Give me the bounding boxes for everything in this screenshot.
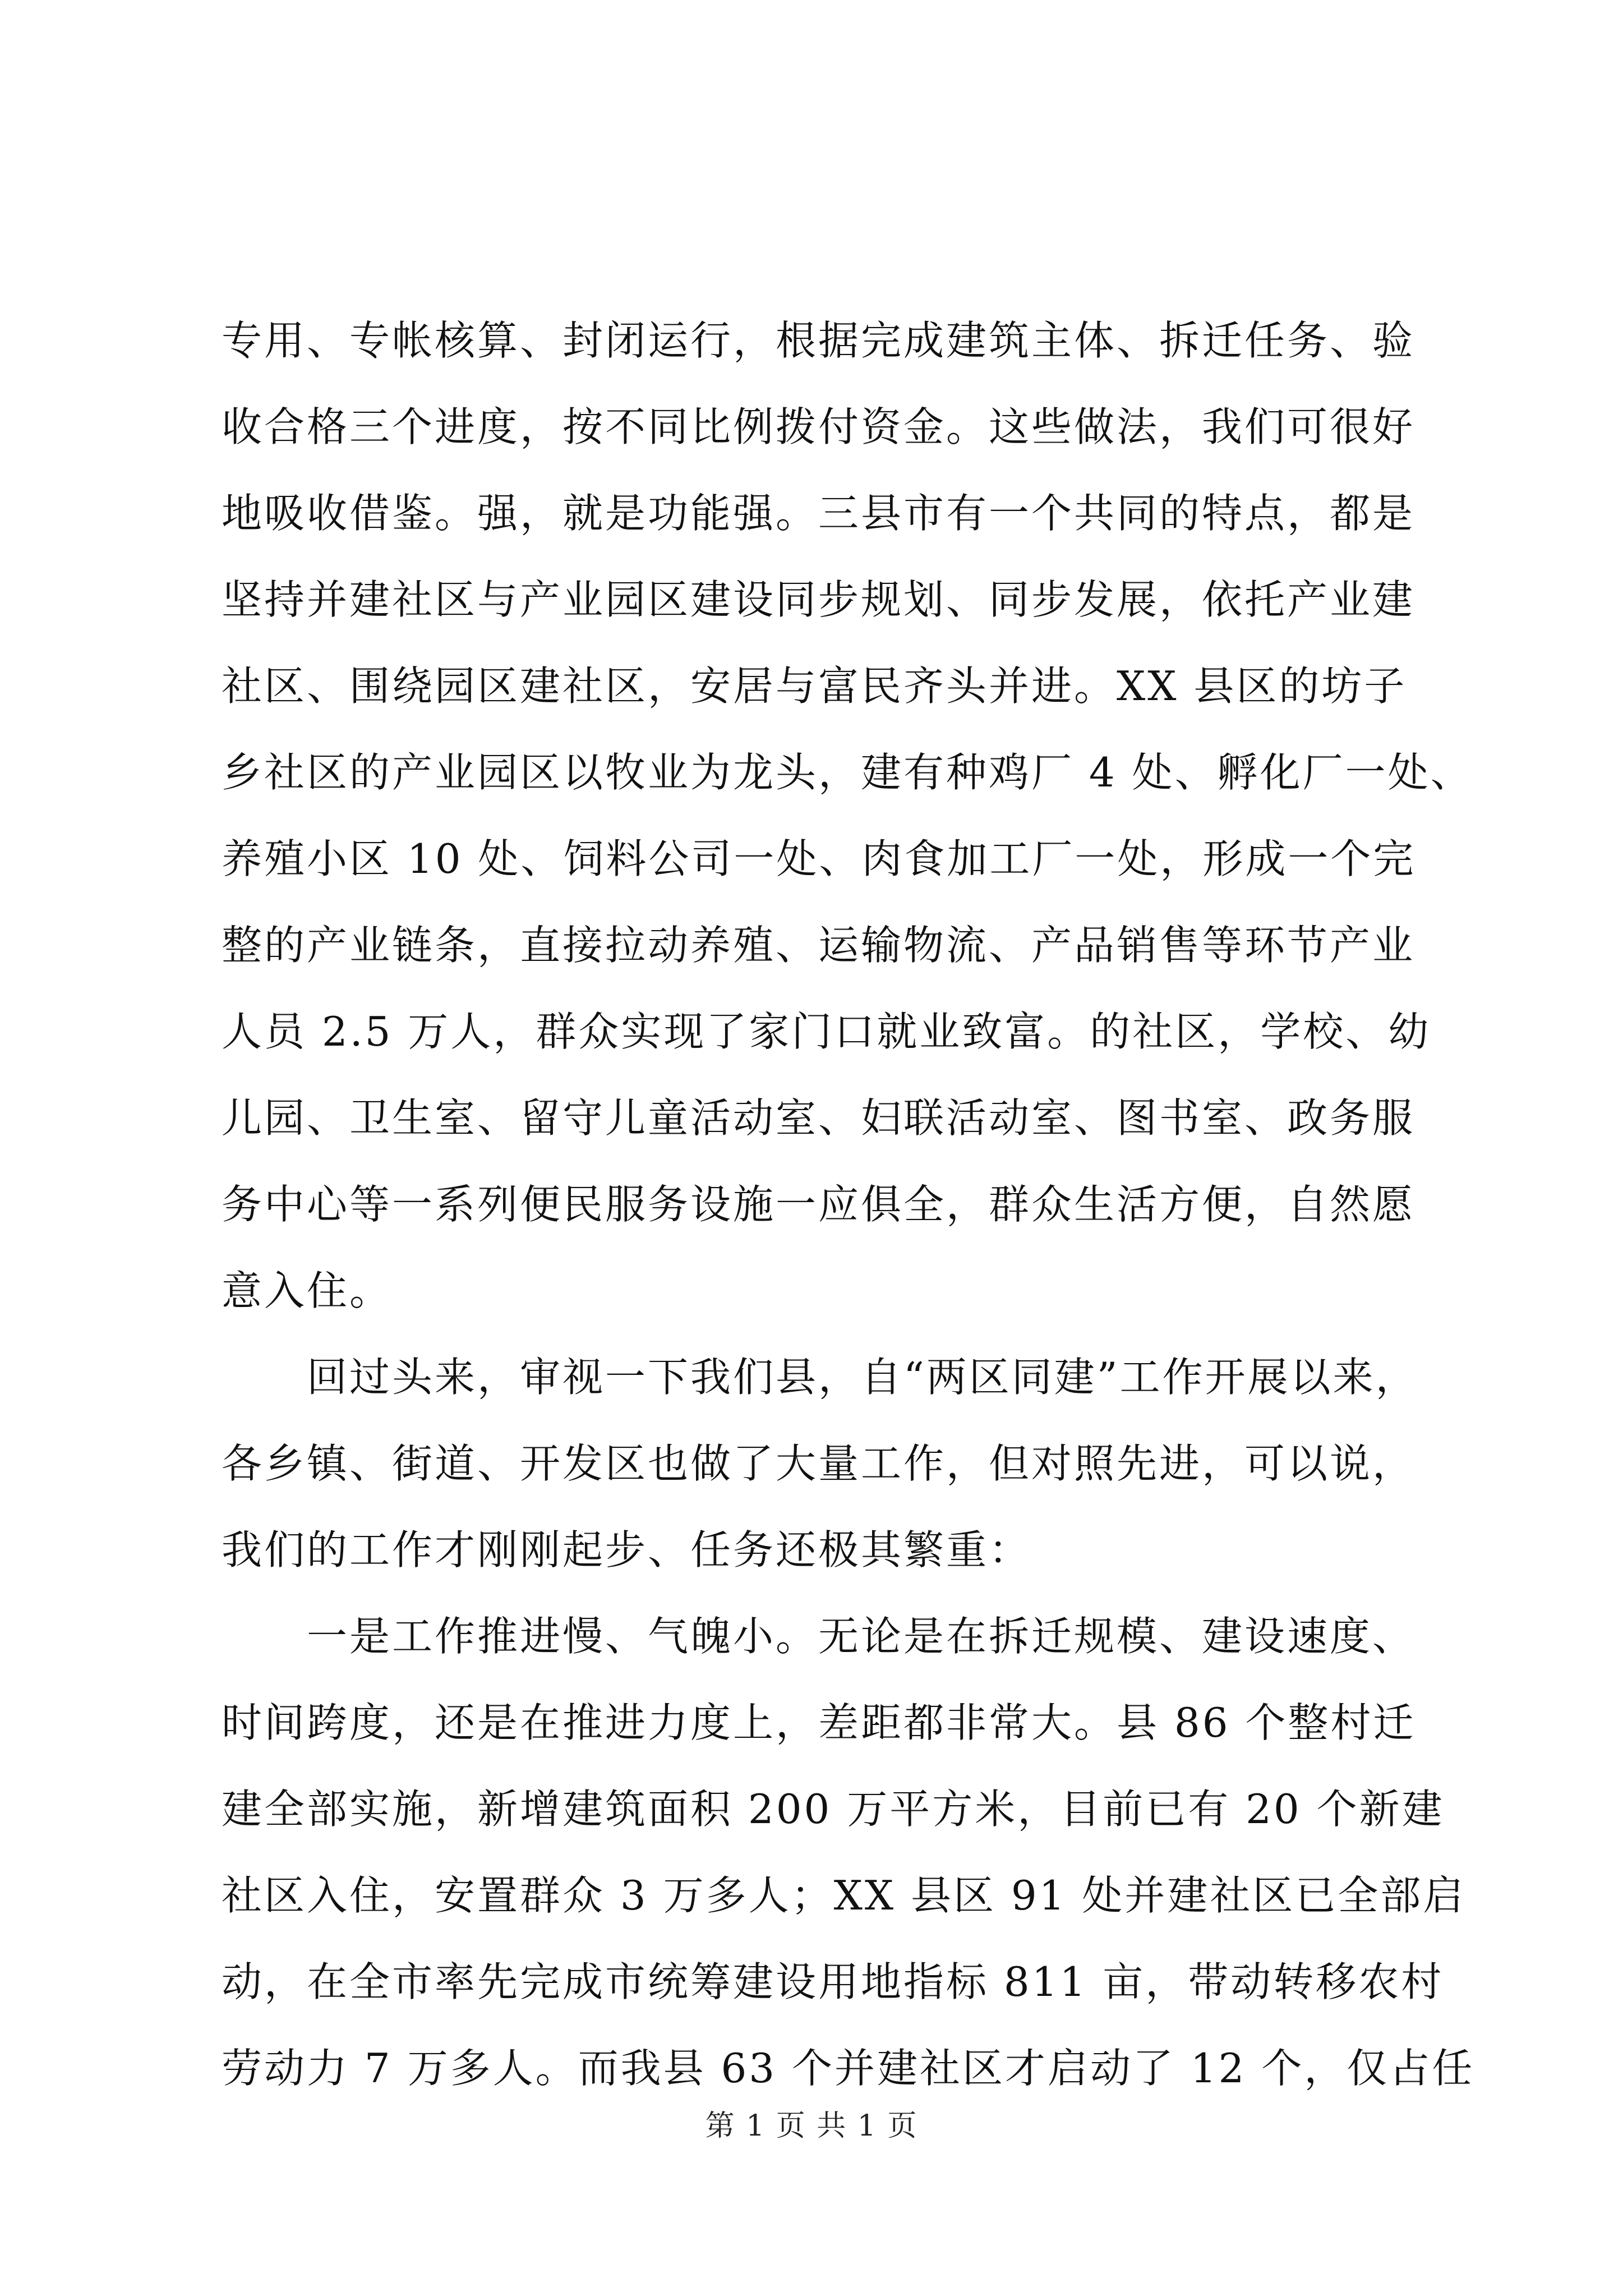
text-line: 儿园、卫生室、留守儿童活动室、妇联活动室、图书室、政务服	[222, 1094, 1415, 1142]
text-line: 各乡镇、街道、开发区也做了大量工作，但对照先进，可以说，	[222, 1440, 1415, 1487]
text-line: 务中心等一系列便民服务设施一应俱全，群众生活方便，自然愿	[222, 1181, 1415, 1228]
text-line: 整的产业链条，直接拉动养殖、运输物流、产品销售等环节产业	[222, 922, 1415, 969]
text-line: 意入住。	[222, 1267, 393, 1314]
text-line: 乡社区的产业园区以牧业为龙头，建有种鸡厂 4 处、孵化厂一处、	[222, 749, 1473, 796]
text-line: 时间跨度，还是在推进力度上，差距都非常大。县 86 个整村迁	[222, 1699, 1416, 1746]
text-line: 劳动力 7 万多人。而我县 63 个并建社区才启动了 12 个，仅占任	[222, 2045, 1475, 2092]
text-line: 回过头来，审视一下我们县，自“两区同建”工作开展以来，	[222, 1354, 1418, 1401]
text-line: 收合格三个进度，按不同比例拨付资金。这些做法，我们可很好	[222, 403, 1415, 450]
text-line: 我们的工作才刚刚起步、任务还极其繁重：	[222, 1526, 1032, 1573]
page-footer: 第 1 页 共 1 页	[705, 2109, 918, 2143]
text-line: 社区入住，安置群众 3 万多人；XX 县区 91 处并建社区已全部启	[222, 1872, 1466, 1919]
text-line: 建全部实施，新增建筑面积 200 万平方米，目前已有 20 个新建	[222, 1786, 1445, 1833]
text-line: 坚持并建社区与产业园区建设同步规划、同步发展，依托产业建	[222, 576, 1415, 623]
text-line: 人员 2.5 万人，群众实现了家门口就业致富。的社区，学校、幼	[222, 1008, 1431, 1055]
text-line: 动，在全市率先完成市统筹建设用地指标 811 亩，带动转移农村	[222, 1958, 1444, 2005]
text-line: 地吸收借鉴。强，就是功能强。三县市有一个共同的特点，都是	[222, 490, 1415, 537]
text-line: 一是工作推进慢、气魄小。无论是在拆迁规模、建设速度、	[222, 1613, 1415, 1660]
text-line: 专用、专帐核算、封闭运行，根据完成建筑主体、拆迁任务、验	[222, 317, 1415, 364]
text-line: 社区、围绕园区建社区，安居与富民齐头并进。XX 县区的坊子	[222, 662, 1407, 710]
text-line: 养殖小区 10 处、饲料公司一处、肉食加工厂一处，形成一个完	[222, 835, 1416, 882]
document-body	[222, 297, 1475, 2111]
